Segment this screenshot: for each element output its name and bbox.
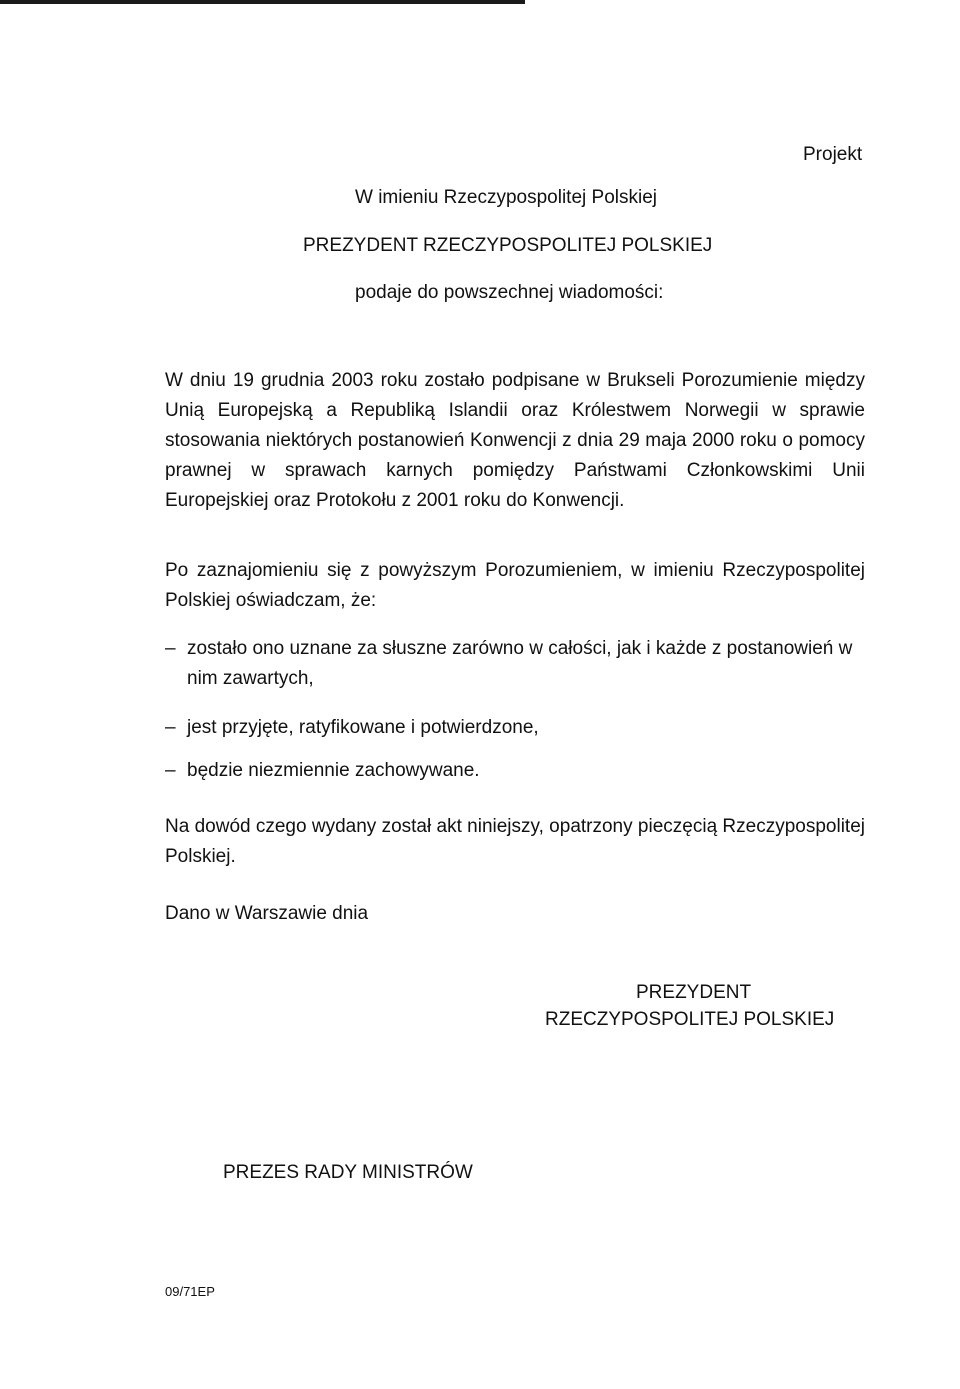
list-item xyxy=(165,713,865,743)
list-dash: – xyxy=(165,760,176,781)
document-code: 09/71EP xyxy=(165,1284,215,1299)
list-item-text: zostało ono uznane za słuszne zarówno w całości, jak i każde z postanowień w nim zawartych, xyxy=(187,638,853,689)
list-item-text: będzie niezmiennie zachowywane. xyxy=(187,760,480,781)
paragraph-agreement: W dniu 19 grudnia 2003 roku zostało podpisane w Brukseli Porozumienie między Unią Europejską a Republiką Islandii oraz Królestwem Norwegii w sprawie stosowania niektórych postanowień Konwencji z dnia 29 maja 2000 roku o pomocy prawnej w sprawach karnych pomiędzy Państwami Członkowskimi Unii Europejskiej oraz Protokołu z 2001 roku do Konwencji. xyxy=(165,370,865,511)
scan-top-border xyxy=(0,0,525,4)
signature-prime-minister: PREZES RADY MINISTRÓW xyxy=(223,1162,473,1183)
list-item-text: jest przyjęte, ratyfikowane i potwierdzone, xyxy=(187,717,539,738)
intro-line-1: W imieniu Rzeczypospolitej Polskiej xyxy=(355,187,657,208)
paragraph-seal: Na dowód czego wydany został akt niniejszy, opatrzony pieczęcią Rzeczypospolitej Polskiej. xyxy=(165,816,865,867)
project-label: Projekt xyxy=(803,144,863,165)
signature-president-office: RZECZYPOSPOLITEJ POLSKIEJ xyxy=(545,1009,835,1030)
signature-president-title: PREZYDENT xyxy=(636,982,752,1003)
list-dash: – xyxy=(165,638,176,659)
dated-line: Dano w Warszawie dnia xyxy=(165,903,369,924)
list-item xyxy=(165,634,865,694)
intro-line-2: PREZYDENT RZECZYPOSPOLITEJ POLSKIEJ xyxy=(303,235,713,256)
list-dash: – xyxy=(165,717,176,738)
paragraph-declaration: Po zaznajomieniu się z powyższym Porozumieniem, w imieniu Rzeczypospolitej Polskiej oświadczam, że: xyxy=(165,560,865,611)
list-item xyxy=(165,756,865,786)
intro-line-3: podaje do powszechnej wiadomości: xyxy=(355,282,664,303)
